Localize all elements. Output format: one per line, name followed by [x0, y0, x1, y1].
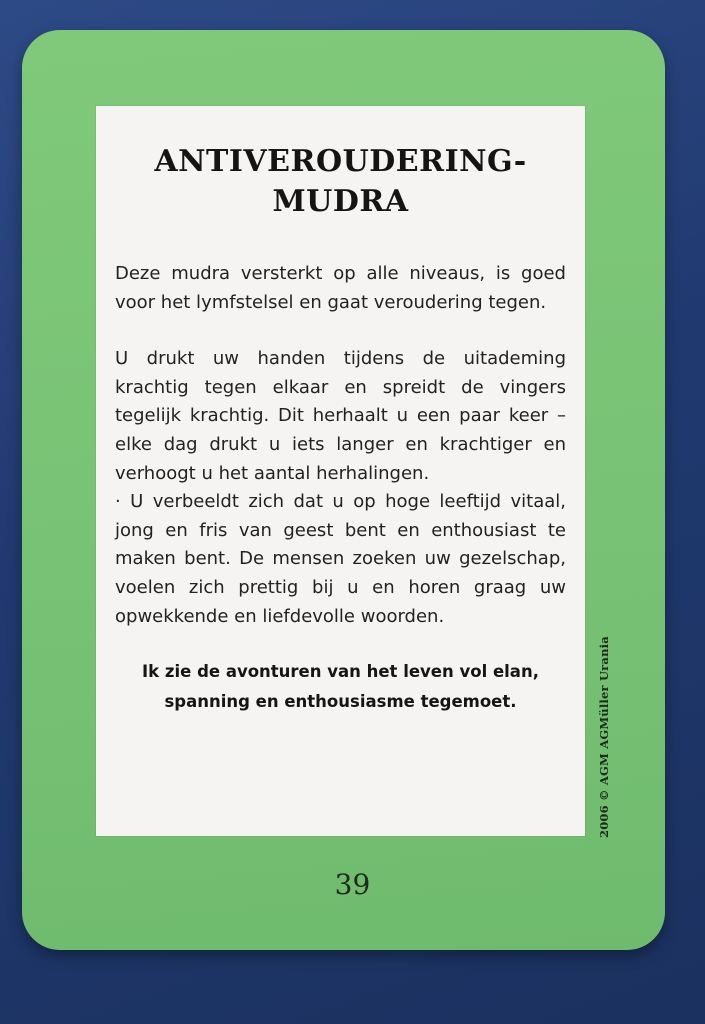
- card-title-line-2: MUDRA: [272, 184, 409, 219]
- intro-paragraph: Deze mudra versterkt op alle niveaus, is goed voor het lymfstelsel en gaat veroudering tegen.: [115, 263, 566, 313]
- instructions-paragraph: U drukt uw handen tijdens de uitademing krachtig tegen elkaar en spreidt de vingers tegelijk krachtig. Dit herhaalt u een paar keer – elke dag drukt u iets langer en krachtiger en verhoogt u het aantal herhalingen.: [115, 348, 566, 484]
- visualization-paragraph: · U verbeeldt zich dat u op hoge leeftijd vitaal, jong en fris van geest bent en enthousiast te maken bent. De mensen zoeken uw gezelschap, voelen zich prettig bij u en horen graag uw opwekkende en liefdevolle woorden.: [115, 491, 566, 627]
- affirmation: [115, 657, 566, 717]
- card-title-line-1: ANTIVEROUDERING-: [154, 144, 527, 179]
- card-title: [115, 142, 566, 222]
- card-text-panel: [96, 106, 585, 836]
- affirmation-line-2: spanning en enthousiasme tegemoet.: [164, 692, 517, 712]
- affirmation-line-1: Ik zie de avonturen van het leven vol elan,: [142, 662, 539, 682]
- page-number: 39: [334, 868, 371, 901]
- copyright-notice: 2006 © AGM AGMüller Urania: [597, 636, 611, 838]
